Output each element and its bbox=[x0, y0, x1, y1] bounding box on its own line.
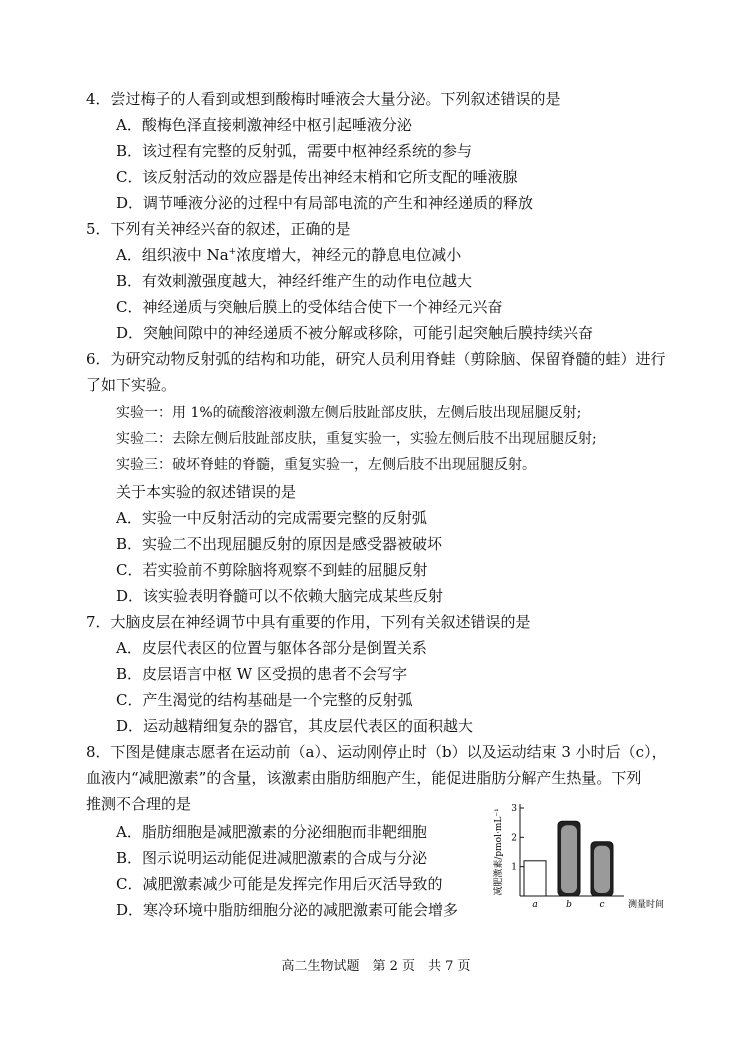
q7-option-a: A．皮层代表区的位置与躯体各部分是倒置关系 bbox=[116, 639, 427, 657]
q5-option-d: D．突触间隙中的神经递质不被分解或移除，可能引起突触后膜持续兴奋 bbox=[116, 324, 594, 342]
q5-option-a-pre: A．组织液中 Na bbox=[116, 246, 229, 264]
q5-option-b: B．有效刺激强度越大，神经纤维产生的动作电位越大 bbox=[116, 272, 473, 290]
q4-option-a: A．酸梅色泽直接刺激神经中枢引起唾液分泌 bbox=[116, 116, 412, 134]
q8-stem-line1: 8．下图是健康志愿者在运动前（a）、运动刚停止时（b）以及运动结束 3 小时后（c）， bbox=[86, 743, 667, 761]
x-tick-label-b: b bbox=[566, 900, 572, 910]
x-axis-label: 测量时间 bbox=[628, 900, 665, 910]
q6-lead: 关于本实验的叙述错误的是 bbox=[116, 483, 297, 501]
q5-option-c: C．神经递质与突触后膜上的受体结合使下一个神经元兴奋 bbox=[116, 298, 503, 316]
q6-experiment-1: 实验一：用 1%的硫酸溶液刺激左侧后肢趾部皮肤，左侧后肢出现屈腿反射; bbox=[116, 405, 582, 421]
q4-stem: 4．尝过梅子的人看到或想到酸梅时唾液会大量分泌。下列叙述错误的是 bbox=[86, 90, 561, 108]
q8-option-d: D．寒冷环境中脂肪细胞分泌的减肥激素可能会增多 bbox=[116, 901, 459, 919]
q8-stem-line3: 推测不合理的是 bbox=[86, 795, 192, 813]
q5-stem: 5．下列有关神经兴奋的叙述，正确的是 bbox=[86, 220, 351, 238]
y-tick-label: 3 bbox=[511, 804, 517, 814]
q6-experiment-3: 实验三：破坏脊蛙的脊髓，重复实验一，左侧后肢不出现屈腿反射。 bbox=[116, 457, 536, 473]
hormone-bar-chart bbox=[484, 800, 698, 916]
x-tick-label-c: c bbox=[599, 900, 605, 910]
page-footer: 高二生物试题 第 2 页 共 7 页 bbox=[281, 959, 471, 974]
bar-c bbox=[594, 846, 610, 893]
q6-stem-line2: 了如下实验。 bbox=[86, 376, 177, 394]
q5-option-a bbox=[116, 245, 461, 265]
q6-experiment-2: 实验二：去除左侧后肢趾部皮肤，重复实验一，实验左侧后肢不出现屈腿反射; bbox=[116, 431, 597, 447]
bar-b bbox=[561, 825, 577, 893]
q7-option-d: D．运动越精细复杂的器官，其皮层代表区的面积越大 bbox=[116, 717, 474, 735]
q6-option-b: B．实验二不出现屈腿反射的原因是感受器被破坏 bbox=[116, 535, 443, 553]
q8-option-b: B．图示说明运动能促进减肥激素的合成与分泌 bbox=[116, 849, 428, 867]
x-tick-label-a: a bbox=[532, 900, 538, 910]
q8-option-c: C．减肥激素减少可能是发挥完作用后灭活导致的 bbox=[116, 875, 443, 893]
q4-option-b: B．该过程有完整的反射弧，需要中枢神经系统的参与 bbox=[116, 142, 473, 160]
q8-option-a: A．脂肪细胞是减肥激素的分泌细胞而非靶细胞 bbox=[116, 823, 427, 841]
y-axis-label: 减肥激素/pmol·mL⁻¹ bbox=[494, 808, 504, 896]
q6-stem-line1: 6．为研究动物反射弧的结构和功能，研究人员利用脊蛙（剪除脑、保留脊髓的蛙）进行 bbox=[86, 350, 666, 368]
q8-stem-line2: 血液内“减肥激素”的含量，该激素由脂肪细胞产生，能促进脂肪分解产生热量。下列 bbox=[86, 769, 642, 787]
q7-option-b: B．皮层语言中枢 W 区受损的患者不会写字 bbox=[116, 665, 407, 683]
q5-option-a-post: 浓度增大，神经元的静息电位减小 bbox=[236, 246, 462, 264]
y-tick-label: 1 bbox=[511, 862, 517, 873]
q7-stem: 7．大脑皮层在神经调节中具有重要的作用，下列有关叙述错误的是 bbox=[86, 613, 531, 631]
q4-option-c: C．该反射活动的效应器是传出神经末梢和它所支配的唾液腺 bbox=[116, 168, 518, 186]
q7-option-c: C．产生渴觉的结构基础是一个完整的反射弧 bbox=[116, 691, 413, 709]
y-tick-label: 2 bbox=[511, 833, 517, 844]
q6-option-a: A．实验一中反射活动的完成需要完整的反射弧 bbox=[116, 509, 427, 527]
q6-option-d: D．该实验表明脊髓可以不依赖大脑完成某些反射 bbox=[116, 587, 444, 605]
sodium-superscript: + bbox=[228, 247, 237, 257]
q4-option-d: D．调节唾液分泌的过程中有局部电流的产生和神经递质的释放 bbox=[116, 194, 534, 212]
bar-a bbox=[524, 861, 546, 896]
q6-option-c: C．若实验前不剪除脑将观察不到蛙的屈腿反射 bbox=[116, 561, 428, 579]
